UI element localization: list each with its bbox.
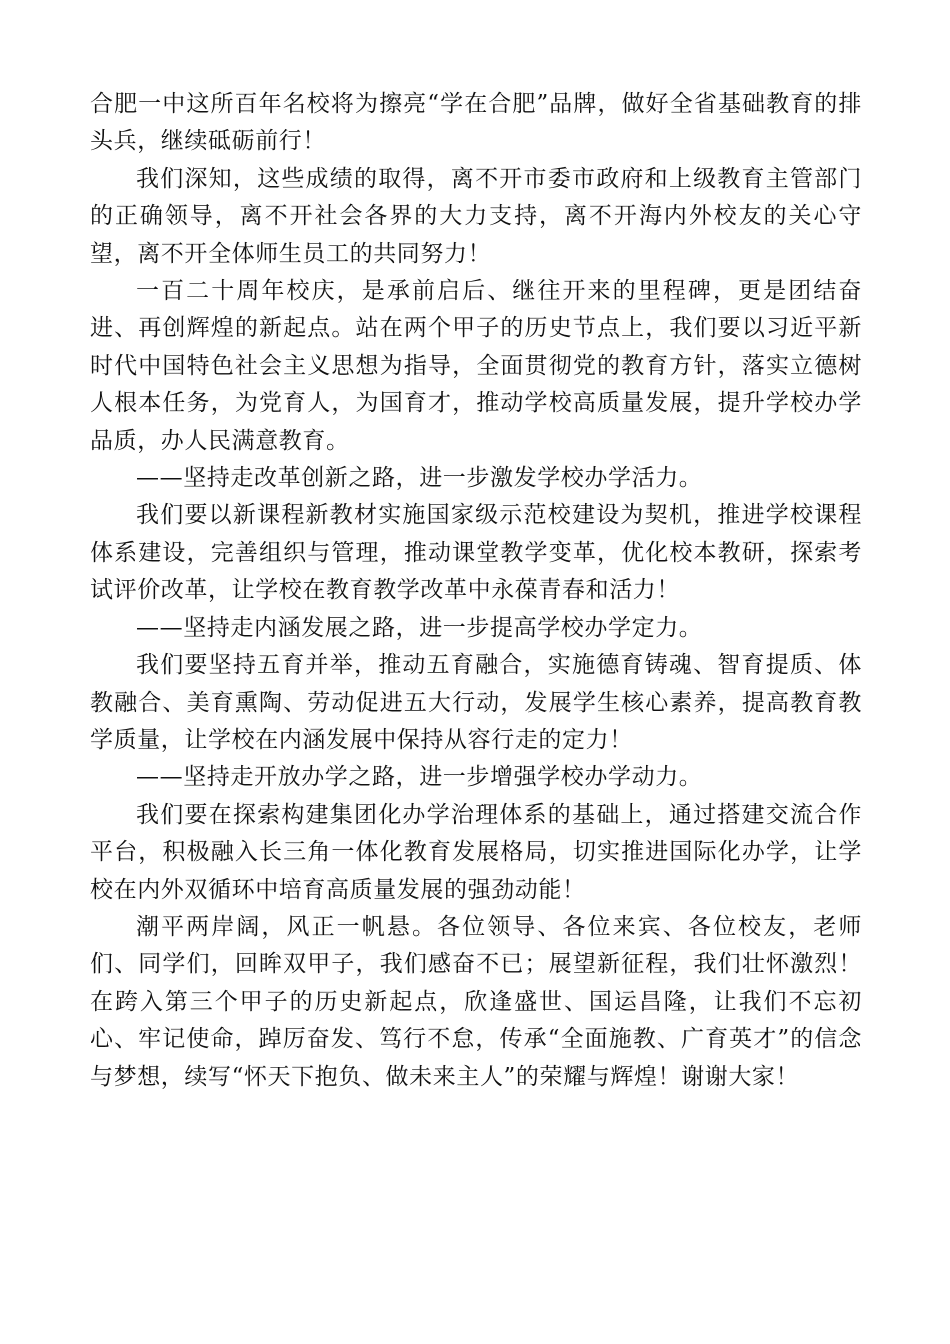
paragraph-9: 我们要在探索构建集团化办学治理体系的基础上，通过搭建交流合作平台，积极融入长三角一体化教育发展格局，切实推进国际化办学，让学校在内外双循环中培育高质量发展的强劲动能！ <box>90 801 862 903</box>
paragraph-2: 我们深知，这些成绩的取得，离不开市委市政府和上级教育主管部门的正确领导，离不开社会各界的大力支持，离不开海内外校友的关心守望，离不开全体师生员工的共同努力！ <box>90 165 862 267</box>
paragraph-closing: 潮平两岸阔，风正一帆悬。各位领导、各位来宾、各位校友，老师们、同学们，回眸双甲子，我们感奋不已；展望新征程，我们壮怀激烈！在跨入第三个甲子的历史新起点，欣逢盛世、国运昌隆，让我们不忘初心、牢记使命，踔厉奋发、笃行不怠，传承“全面施教、广育英才”的信念与梦想，续写“怀天下抱负、做未来主人”的荣耀与辉煌！谢谢大家！ <box>90 913 862 1090</box>
paragraph-7: 我们要坚持五育并举，推动五育融合，实施德育铸魂、智育提质、体教融合、美育熏陶、劳动促进五大行动，发展学生核心素养，提高教育教学质量，让学校在内涵发展中保持从容行走的定力！ <box>90 652 862 753</box>
paragraph-3: 一百二十周年校庆，是承前启后、继往开来的里程碑，更是团结奋进、再创辉煌的新起点。站在两个甲子的历史节点上，我们要以习近平新时代中国特色社会主义思想为指导，全面贯彻党的教育方针，落实立德树人根本任务，为党育人，为国育才，推动学校高质量发展，提升学校办学品质，办人民满意教育。 <box>90 278 862 454</box>
document-body <box>90 86 862 1096</box>
section-heading-reform: ——坚持走改革创新之路，进一步激发学校办学活力。 <box>136 465 703 492</box>
section-heading-openness: ——坚持走开放办学之路，进一步增强学校办学动力。 <box>136 764 703 791</box>
section-heading-connotation: ——坚持走内涵发展之路，进一步提高学校办学定力。 <box>136 614 703 641</box>
paragraph-5: 我们要以新课程新教材实施国家级示范校建设为契机，推进学校课程体系建设，完善组织与管理，推动课堂教学变革，优化校本教研，探索考试评价改革，让学校在教育教学改革中永葆青春和活力！ <box>90 502 862 604</box>
paragraph-1: 合肥一中这所百年名校将为擦亮“学在合肥”品牌，做好全省基础教育的排头兵，继续砥砺前行！ <box>90 91 862 155</box>
